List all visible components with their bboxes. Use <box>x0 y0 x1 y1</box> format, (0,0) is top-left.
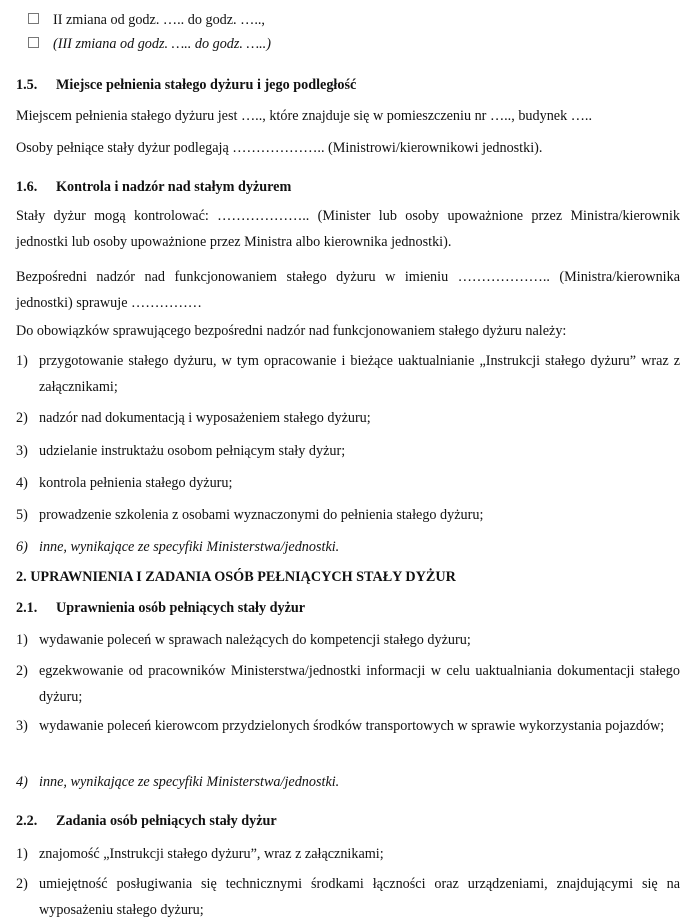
list-item <box>16 348 680 400</box>
checkbox-icon[interactable] <box>28 13 39 24</box>
section-heading-1-6 <box>16 176 680 198</box>
list-item <box>16 534 680 560</box>
section-number: 2.1. <box>16 600 38 616</box>
list-number: 2) <box>16 663 28 679</box>
list-item <box>16 438 680 464</box>
list-number: 4) <box>16 475 28 491</box>
paragraph: Osoby pełniące stały dyżur podlegają ……………….. (Ministrowi/kierownikowi jednostki). <box>16 140 543 156</box>
paragraph: Do obowiązków sprawującego bezpośredni nadzór nad funkcjonowaniem stałego dyżuru należy: <box>16 323 567 339</box>
list-item <box>16 627 680 653</box>
paragraph: Stały dyżur mogą kontrolować: ……………….. (Minister lub osoby upoważnione przez Ministra/kierownik jednostki lub osoby upoważnione przez Ministra albo kierownika jednostki). <box>16 208 680 250</box>
list-item <box>16 769 680 795</box>
shift-option-3 <box>16 33 680 55</box>
list-text: egzekwowanie od pracowników Ministerstwa/jednostki informacji w celu uaktualniania dokumentacji stałego dyżuru; <box>39 663 680 705</box>
paragraph: Miejscem pełnienia stałego dyżuru jest ….., które znajduje się w pomieszczeniu nr ….., budynek ….. <box>16 108 593 124</box>
list-text: przygotowanie stałego dyżuru, w tym opracowanie i bieżące uaktualnianie „Instrukcji stałego dyżuru” wraz z załącznikami; <box>39 353 680 395</box>
list-item <box>16 713 680 739</box>
list-number: 4) <box>16 774 28 790</box>
list-text: prowadzenie szkolenia z osobami wyznaczonymi do pełnienia stałego dyżuru; <box>39 507 484 523</box>
chapter-heading: 2. UPRAWNIENIA I ZADANIA OSÓB PEŁNIĄCYCH STAŁY DYŻUR <box>16 569 456 585</box>
section-number: 1.6. <box>16 179 38 195</box>
checkbox-icon[interactable] <box>28 37 39 48</box>
shift-option-label: II zmiana od godz. ….. do godz. ….., <box>53 12 265 28</box>
list-number: 3) <box>16 443 28 459</box>
list-number: 1) <box>16 846 28 862</box>
section-title: Uprawnienia osób pełniących stały dyżur <box>56 600 306 616</box>
list-text: znajomość „Instrukcji stałego dyżuru”, wraz z załącznikami; <box>39 846 384 862</box>
shift-option-label: (III zmiana od godz. ….. do godz. …..) <box>53 36 271 52</box>
list-number: 2) <box>16 876 28 892</box>
list-item <box>16 658 680 710</box>
list-item <box>16 470 680 496</box>
list-text: inne, wynikające ze specyfiki Ministerstwa/jednostki. <box>39 774 340 790</box>
list-item <box>16 871 680 923</box>
list-item <box>16 405 680 431</box>
list-text: umiejętność posługiwania się technicznymi środkami łączności oraz urządzeniami, znajdującymi się na wyposażeniu stałego dyżuru; <box>39 876 680 918</box>
section-heading-1-5 <box>16 74 680 96</box>
list-item <box>16 502 680 528</box>
list-number: 1) <box>16 632 28 648</box>
list-number: 6) <box>16 539 28 555</box>
list-number: 1) <box>16 353 28 369</box>
shift-option-2 <box>16 9 680 31</box>
list-text: udzielanie instruktażu osobom pełniącym stały dyżur; <box>39 443 346 459</box>
section-title: Kontrola i nadzór nad stałym dyżurem <box>56 179 292 195</box>
list-text: wydawanie poleceń kierowcom przydzielonych środków transportowych w sprawie wykorzystania pojazdów; <box>39 718 665 734</box>
list-number: 3) <box>16 718 28 734</box>
list-text: nadzór nad dokumentacją i wyposażeniem stałego dyżuru; <box>39 410 371 426</box>
list-number: 2) <box>16 410 28 426</box>
section-number: 2.2. <box>16 813 38 829</box>
list-text: kontrola pełnienia stałego dyżuru; <box>39 475 233 491</box>
list-text: inne, wynikające ze specyfiki Ministerstwa/jednostki. <box>39 539 340 555</box>
list-item <box>16 841 680 867</box>
section-number: 1.5. <box>16 77 38 93</box>
section-title: Zadania osób pełniących stały dyżur <box>56 813 277 829</box>
list-number: 5) <box>16 507 28 523</box>
section-title: Miejsce pełnienia stałego dyżuru i jego podległość <box>56 77 357 93</box>
paragraph: Bezpośredni nadzór nad funkcjonowaniem stałego dyżuru w imieniu ……………….. (Ministra/kierownika jednostki) sprawuje …………… <box>16 269 680 311</box>
section-heading-2-2 <box>16 810 680 832</box>
list-text: wydawanie poleceń w sprawach należących do kompetencji stałego dyżuru; <box>39 632 471 648</box>
section-heading-2-1 <box>16 597 680 619</box>
